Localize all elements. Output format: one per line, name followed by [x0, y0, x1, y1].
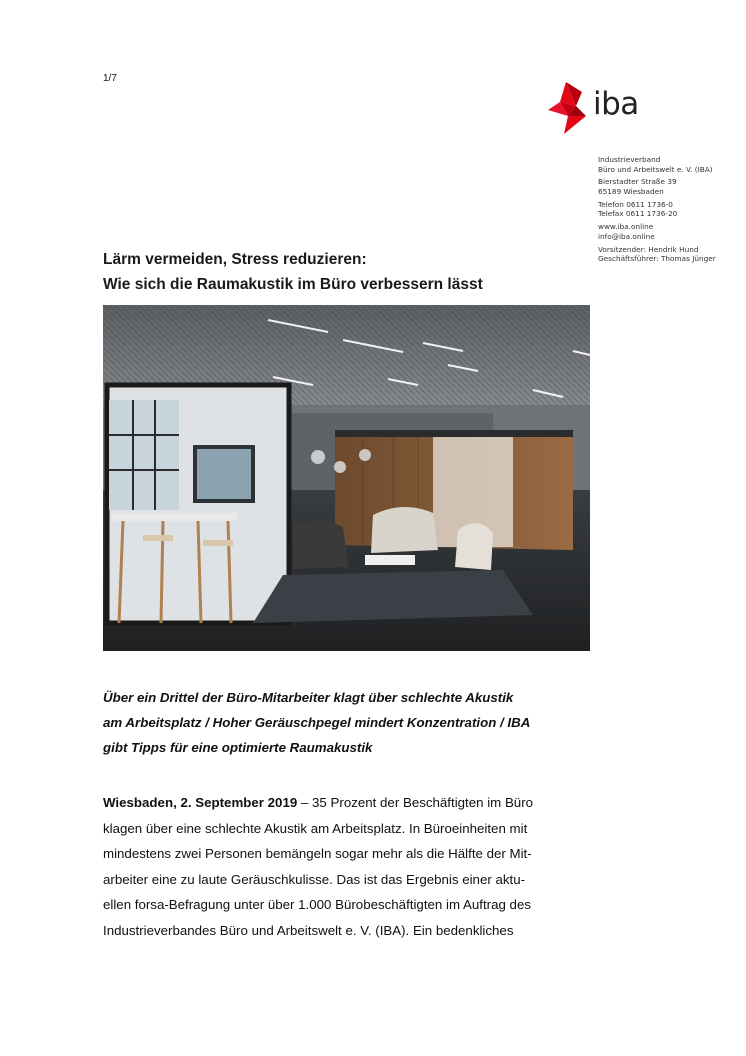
body-line-first	[103, 790, 603, 816]
page-number: 1/7	[103, 73, 117, 84]
lead-paragraph	[103, 685, 603, 760]
address-line: Industrieverband	[598, 155, 661, 164]
address-group-street	[598, 177, 738, 196]
body-line-rest: – 35 Prozent der Beschäftigten im Büro	[297, 795, 534, 810]
address-group-phone	[598, 200, 738, 219]
body-line: Industrieverbandes Büro und Arbeitswelt e. V. (IBA). Ein bedenkliches	[103, 922, 514, 938]
headline-line-1: Lärm vermeiden, Stress reduzieren:	[103, 251, 367, 268]
headline	[103, 247, 483, 297]
address-line: Telefon 0611 1736-0	[598, 199, 673, 209]
logo-wordmark: iba	[593, 86, 639, 122]
address-line: Bierstadter Straße 39	[598, 177, 677, 187]
iba-logo	[546, 80, 646, 136]
sender-address	[598, 155, 738, 267]
website-link[interactable]: www.iba.online	[598, 222, 654, 232]
address-line: 65189 Wiesbaden	[598, 186, 664, 196]
address-line: Telefax 0611 1736-20	[598, 209, 678, 219]
headline-line-2: Wie sich die Raumakustik im Büro verbessern lässt	[103, 276, 483, 293]
address-line: Geschäftsführer: Thomas Jünger	[598, 254, 716, 264]
address-group-people	[598, 245, 738, 264]
body-line: klagen über eine schlechte Akustik am Arbeitsplatz. In Büroeinheiten mit	[103, 820, 528, 836]
email-link[interactable]: info@iba.online	[598, 231, 655, 241]
address-group-org	[598, 155, 738, 174]
address-line: Büro und Arbeitswelt e. V. (IBA)	[598, 164, 713, 174]
body-paragraph	[103, 790, 603, 944]
dateline: Wiesbaden, 2. September 2019	[103, 795, 298, 810]
iba-bird-icon	[546, 80, 594, 136]
address-line: Vorsitzender: Hendrik Hund	[598, 244, 699, 254]
address-group-web	[598, 222, 738, 241]
body-line: arbeiter eine zu laute Geräuschkulisse. Das ist das Ergebnis einer aktu-	[103, 871, 526, 887]
lead-line: Über ein Drittel der Büro-Mitarbeiter klagt über schlechte Akustik	[103, 690, 514, 705]
office-photo	[103, 305, 590, 651]
body-line: ellen forsa-Befragung unter über 1.000 Bürobeschäftigten im Auftrag des	[103, 897, 531, 913]
lead-line: am Arbeitsplatz / Hoher Geräuschpegel mindert Konzentration / IBA	[103, 715, 531, 730]
body-line: mindestens zwei Personen bemängeln sogar mehr als die Hälfte der Mit-	[103, 846, 532, 862]
lead-line: gibt Tipps für eine optimierte Raumakustik	[103, 740, 373, 755]
